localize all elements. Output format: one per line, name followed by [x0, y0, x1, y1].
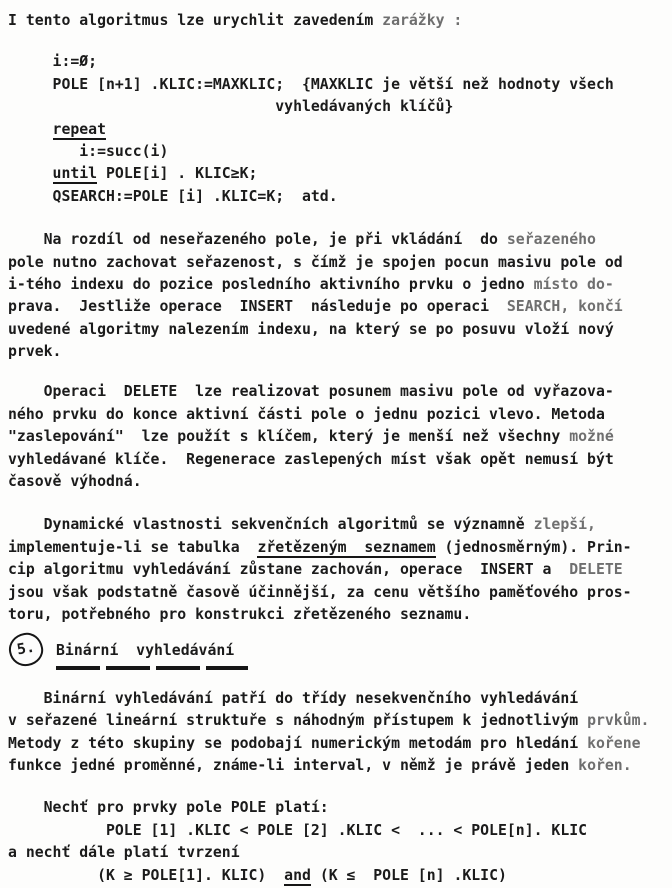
text-segment: v seřazené lineární struktuře s náhodným přístupem k jednotlivým [8, 712, 588, 730]
text-segment: Na rozdíl od neseřazeného pole, je při vkládání do [8, 231, 507, 249]
text-segment: i-tého indexu do pozice posledního aktivního prvku o jedno [8, 275, 534, 293]
text-segment: uvedené algoritmy nalezením indexu, na který se po posuvu vloží nový [8, 320, 614, 338]
math-line [8, 865, 668, 887]
para3-line [8, 537, 668, 559]
text-segment: prava. Jestliže operace INSERT následuje po operaci [8, 298, 507, 316]
para4-line [8, 755, 668, 777]
para3-line [8, 514, 668, 536]
text-segment: POLE[i] . KLIC≥K; [97, 165, 258, 183]
para2-line [8, 449, 668, 471]
text-segment: POLE [n+1] .KLIC:=MAXKLIC; {MAXKLIC je větší než hodnoty všech [8, 75, 614, 93]
text-segment: implementuje-li se tabulka [8, 538, 258, 556]
text-segment: funkce jedné proměnné, známe-li interval, v němž je právě jeden [8, 756, 579, 774]
text-segment: Metody z této skupiny se podobají numerickým metodám pro hledání [8, 734, 588, 752]
code-block [8, 51, 668, 208]
code-line [8, 74, 668, 96]
text-segment: i:=Ø; [8, 53, 98, 71]
text-segment: prvek. [8, 343, 62, 361]
text-segment: toru, potřebného pro konstrukci zřetězeného seznamu. [8, 605, 472, 623]
para4-line [8, 688, 668, 710]
para3-line [8, 559, 668, 581]
code-line [8, 119, 668, 141]
code-line [8, 96, 668, 118]
section-title: Binární vyhledávání [56, 642, 235, 660]
text-segment: vyhledávaných klíčů} [8, 98, 454, 116]
code-line [8, 141, 668, 163]
document-body [8, 10, 668, 887]
para2-line [8, 471, 668, 493]
text-segment: zlepší, [533, 516, 596, 534]
code-line [8, 163, 668, 185]
intro-line [8, 10, 668, 32]
underlined-text: and [284, 866, 311, 884]
section-title-underline [56, 666, 248, 670]
para1-line [8, 252, 668, 274]
text-segment [8, 165, 53, 182]
text-segment: pole nutno zachovat seřazenost, s čímž je spojen pocun masivu pole od [8, 253, 623, 271]
para1-line [8, 274, 668, 296]
code-line [8, 51, 668, 73]
para2-block [8, 381, 668, 493]
text-segment: kořene [587, 734, 641, 752]
para1-line [8, 296, 668, 318]
text-segment: SEARCH, končí [506, 298, 623, 316]
text-segment: časově výhodná. [8, 473, 142, 491]
text-segment: QSEARCH:=POLE [i] .KLIC=K; atd. [8, 187, 338, 205]
underlined-text: until [52, 165, 98, 183]
heading-block [8, 640, 668, 669]
para3-line [8, 582, 668, 604]
text-segment: Nechť pro prvky pole POLE platí: [8, 799, 329, 817]
para1-line [8, 341, 668, 363]
math-line [8, 797, 668, 819]
text-segment: Operaci DELETE lze realizovat posunem masivu pole od vyřazova- [8, 383, 614, 401]
text-segment: místo do- [533, 275, 614, 293]
para4-line [8, 710, 668, 732]
text-segment: kořen. [578, 756, 632, 774]
text-segment: zarážky : [382, 12, 463, 29]
text-segment: prvkům. [587, 712, 650, 730]
text-segment: POLE [1] .KLIC < POLE [2] .KLIC < ... < POLE[n]. KLIC [8, 821, 588, 839]
text-segment: ného prvku do konce aktivní části pole o jednu pozici vlevo. Metoda [8, 405, 605, 423]
text-segment: jsou však podstatně časově účinnější, za cenu většího paměťového pros- [8, 583, 632, 601]
text-segment: I tento algoritmus lze urychlit zavedením [8, 12, 383, 29]
text-segment: cip algoritmu vyhledávání zůstane zachován, operace INSERT a [8, 561, 570, 579]
text-segment: a nechť dále platí tvrzení [8, 844, 240, 862]
math-line [8, 820, 668, 842]
math-block [8, 797, 668, 887]
para1-line [8, 319, 668, 341]
para2-line [8, 404, 668, 426]
para3-block [8, 514, 668, 626]
text-segment [8, 121, 53, 138]
text-segment: (K ≤ POLE [n] .KLIC) [310, 866, 507, 884]
text-segment: vyhledávané klíče. Regenerace zaslepených míst však opět nemusí být [8, 450, 614, 468]
para4-block [8, 688, 668, 778]
code-line [8, 186, 668, 208]
text-segment: Dynamické vlastnosti sekvenčních algoritmů se významně [8, 516, 534, 534]
section-number-circled: 5. [6, 631, 45, 669]
text-segment: možné [569, 428, 614, 446]
text-segment: (jednosměrným). Prin- [435, 538, 632, 556]
math-line [8, 842, 668, 864]
para3-line [8, 604, 668, 626]
text-segment: Binární vyhledávání patří do třídy nesekvenčního vyhledávání [8, 689, 579, 707]
text-segment: DELETE [569, 561, 623, 579]
text-segment: i:=succ(i) [8, 142, 169, 160]
underlined-text: repeat [52, 120, 106, 138]
text-segment: (K ≥ POLE[1]. KLIC) [8, 866, 285, 884]
para2-line [8, 381, 668, 403]
text-segment: seřazeného [506, 231, 596, 249]
para4-line [8, 733, 668, 755]
para2-line [8, 426, 668, 448]
intro-block [8, 10, 668, 32]
underlined-text: zřetězeným seznamem [257, 538, 436, 556]
para1-block [8, 229, 668, 363]
text-segment: "zaslepování" lze použít s klíčem, který je menší než všechny [8, 428, 570, 446]
para1-line [8, 229, 668, 251]
